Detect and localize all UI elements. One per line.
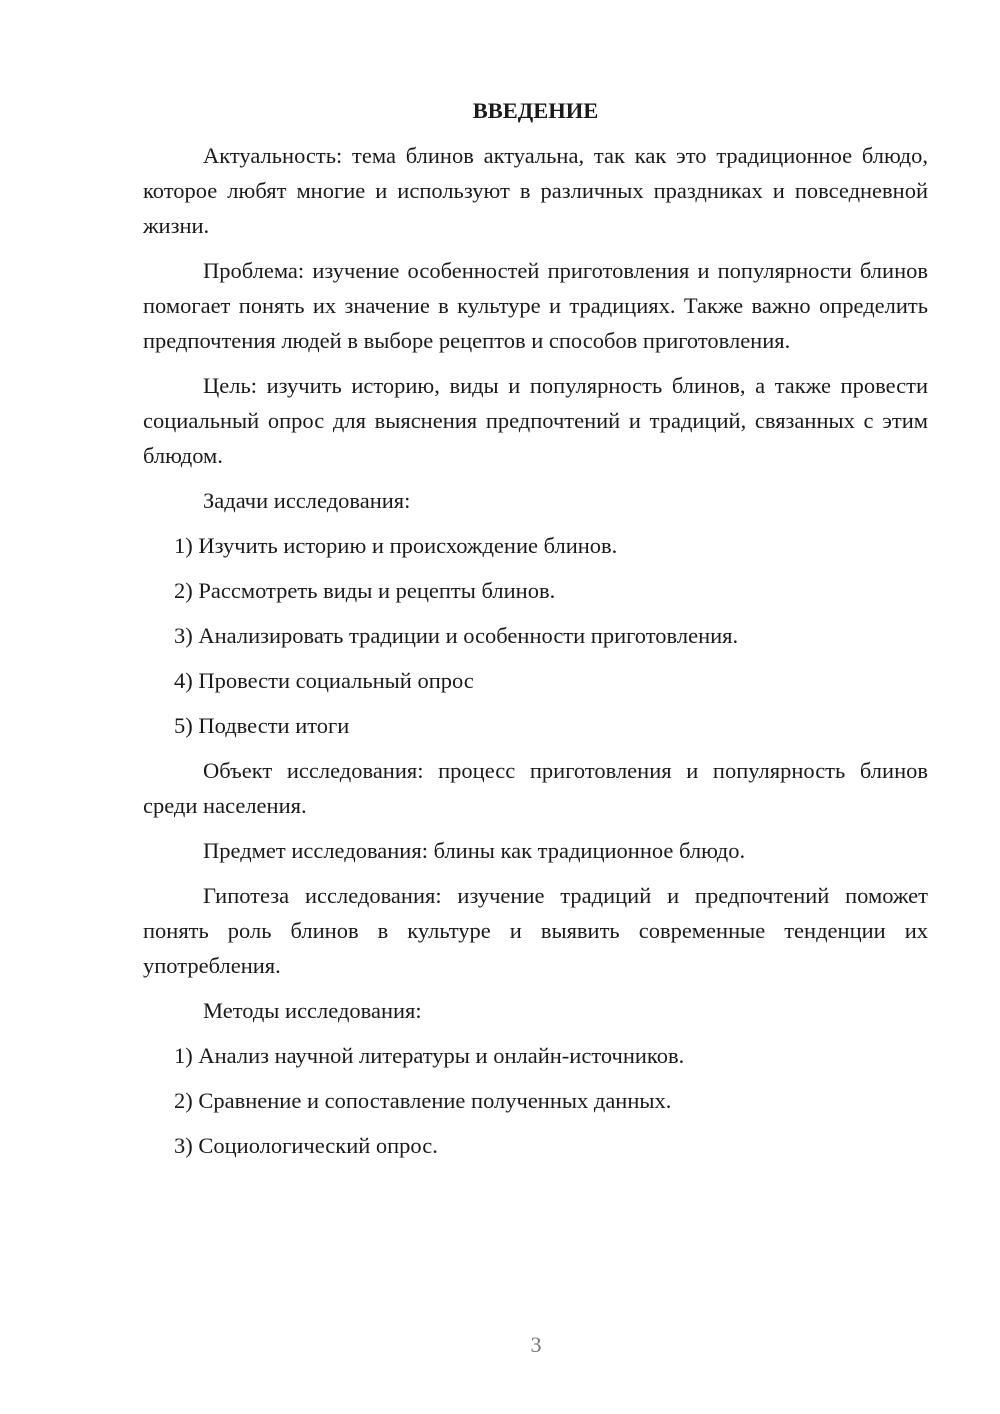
list-item: 3) Социологический опрос. (174, 1133, 438, 1158)
hypothesis-paragraph: Гипотеза исследования: изучение традиций и предпочтений поможет понять роль блинов в культуре и выявить современные тенденции их употребления. (143, 883, 928, 978)
list-item: 5) Подвести итоги (174, 713, 350, 738)
goal-paragraph: Цель: изучить историю, виды и популярность блинов, а также провести социальный опрос для выяснения предпочтений и традиций, связанных с этим блюдом. (143, 373, 928, 468)
list-item: 3) Анализировать традиции и особенности приготовления. (174, 623, 739, 648)
methods-title: Методы исследования: (203, 998, 422, 1023)
section-heading: ВВЕДЕНИЕ (472, 98, 599, 123)
list-item: 2) Сравнение и сопоставление полученных данных. (174, 1088, 672, 1113)
tasks-list (143, 528, 928, 743)
methods-list (143, 1038, 928, 1163)
relevance-paragraph: Актуальность: тема блинов актуальна, так как это традиционное блюдо, которое любят многие и используют в различных праздниках и повседневной жизни. (143, 143, 928, 238)
list-item: 2) Рассмотреть виды и рецепты блинов. (174, 578, 556, 603)
object-paragraph: Объект исследования: процесс приготовления и популярность блинов среди населения. (143, 758, 928, 818)
list-item: 4) Провести социальный опрос (174, 668, 474, 693)
subject-paragraph: Предмет исследования: блины как традиционное блюдо. (203, 838, 746, 863)
tasks-title: Задачи исследования: (203, 488, 411, 513)
page-content (143, 96, 928, 1173)
list-item: 1) Изучить историю и происхождение блинов. (174, 533, 618, 558)
problem-paragraph: Проблема: изучение особенностей приготовления и популярности блинов помогает понять их значение в культуре и традициях. Также важно определить предпочтения людей в выборе рецептов и способов приготовления. (143, 258, 928, 353)
list-item: 1) Анализ научной литературы и онлайн-источников. (174, 1043, 685, 1068)
page-number: 3 (530, 1332, 542, 1357)
